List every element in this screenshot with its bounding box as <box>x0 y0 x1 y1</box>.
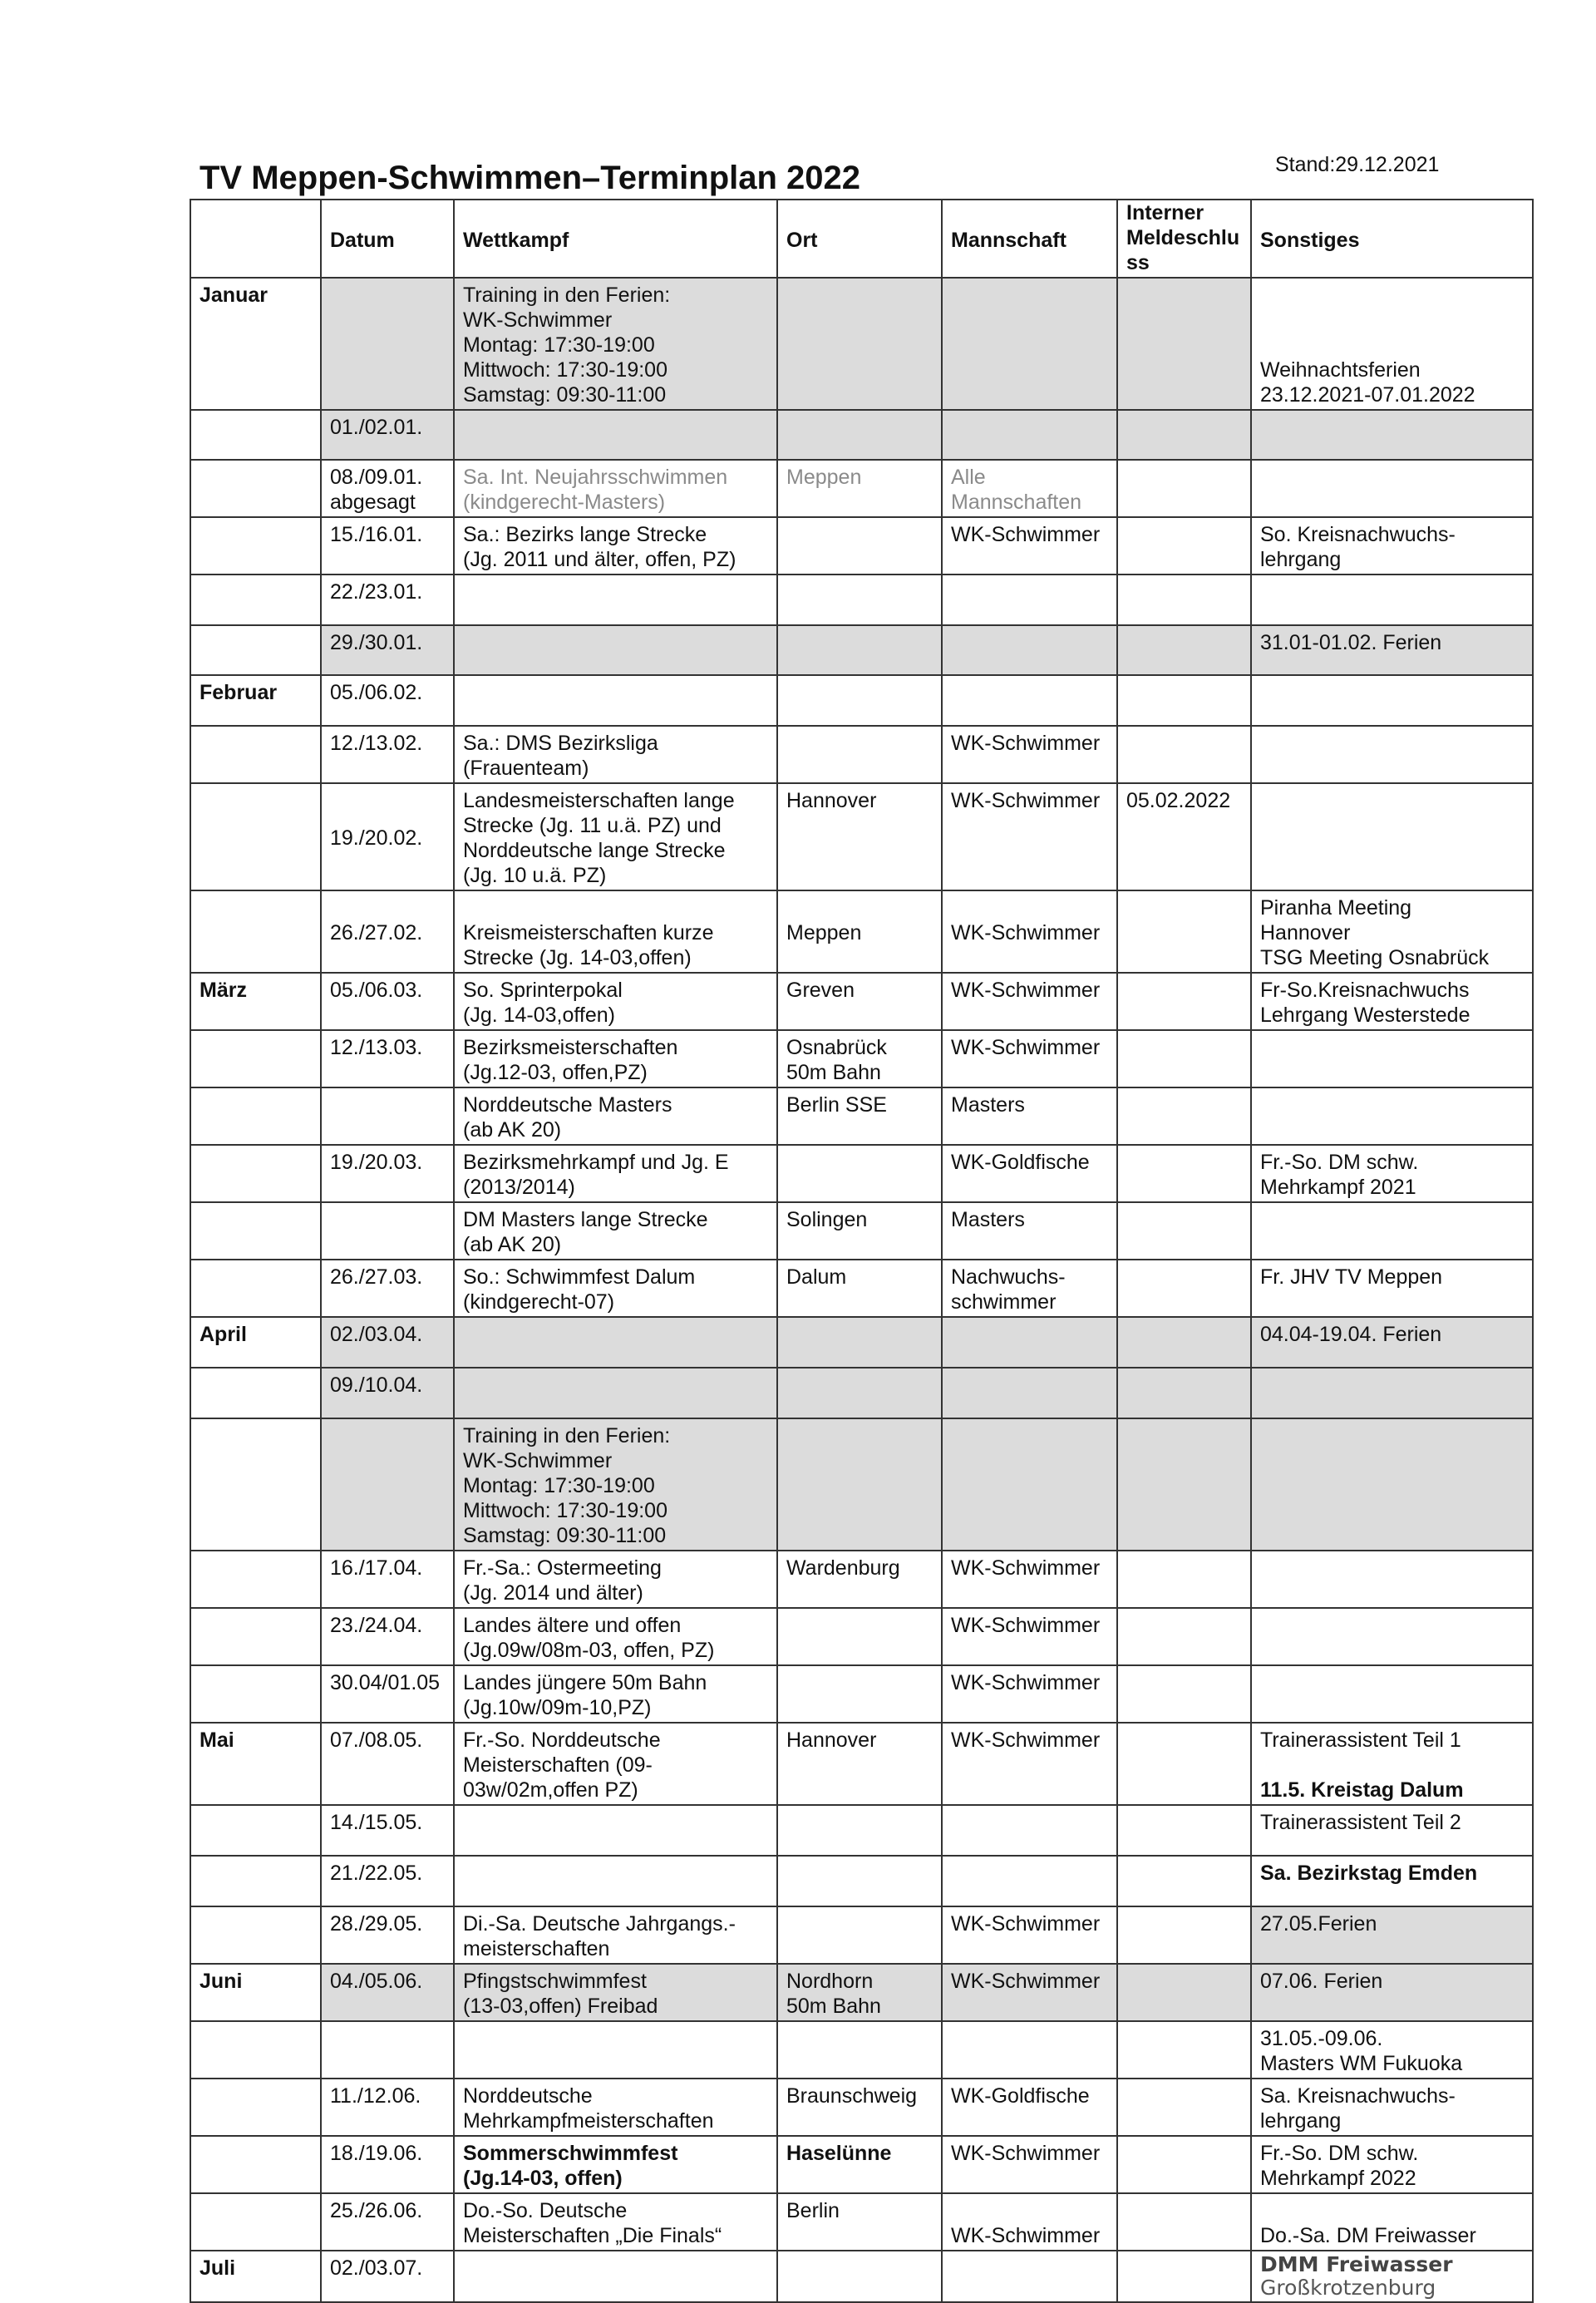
cell-sonstiges <box>1251 460 1533 517</box>
cell-ort: Meppen <box>777 890 942 973</box>
cell-meldeschluss <box>1117 278 1251 410</box>
cell-meldeschluss <box>1117 517 1251 575</box>
cell-monat: April <box>190 1317 321 1368</box>
table-row <box>190 278 1533 410</box>
cell-datum <box>321 1418 454 1551</box>
cell-monat: Juli <box>190 2251 321 2302</box>
cell-ort <box>777 625 942 675</box>
cell-meldeschluss <box>1117 625 1251 675</box>
cell-meldeschluss <box>1117 410 1251 460</box>
cell-mannschaft: Masters <box>942 1202 1117 1260</box>
cell-monat <box>190 1260 321 1317</box>
cell-sonstiges <box>1251 1030 1533 1087</box>
cell-mannschaft <box>942 1317 1117 1368</box>
table-row <box>190 2021 1533 2079</box>
cell-datum: 05./06.02. <box>321 675 454 726</box>
cell-meldeschluss <box>1117 1551 1251 1608</box>
cell-wettkampf <box>454 1805 777 1856</box>
cell-mannschaft <box>942 1805 1117 1856</box>
cell-datum: 25./26.06. <box>321 2193 454 2251</box>
cell-ort <box>777 1906 942 1964</box>
cell-meldeschluss <box>1117 1368 1251 1418</box>
cell-mannschaft: WK-Schwimmer <box>942 2136 1117 2193</box>
cell-sonstiges: Fr.-So. DM schw. Mehrkampf 2022 <box>1251 2136 1533 2193</box>
cell-meldeschluss <box>1117 1665 1251 1723</box>
cell-ort: Berlin <box>777 2193 942 2251</box>
cell-meldeschluss <box>1117 2079 1251 2136</box>
header-meldeschluss: Interner Meldeschlu ss <box>1117 200 1251 278</box>
cell-ort <box>777 517 942 575</box>
cell-datum: 01./02.01. <box>321 410 454 460</box>
cell-wettkampf: Fr.-Sa.: Ostermeeting (Jg. 2014 und älter) <box>454 1551 777 1608</box>
cell-wettkampf: Training in den Ferien: WK-Schwimmer Montag: 17:30-19:00 Mittwoch: 17:30-19:00 Samstag: 09:30-11:00 <box>454 1418 777 1551</box>
cell-wettkampf <box>454 1856 777 1906</box>
cell-mannschaft <box>942 410 1117 460</box>
cell-datum: 12./13.03. <box>321 1030 454 1087</box>
cell-ort <box>777 410 942 460</box>
table-row <box>190 1856 1533 1906</box>
table-row <box>190 1608 1533 1665</box>
cell-sonstiges <box>1251 1368 1533 1418</box>
cell-datum <box>321 1087 454 1145</box>
cell-monat <box>190 517 321 575</box>
cell-monat <box>190 1087 321 1145</box>
table-row <box>190 1260 1533 1317</box>
cell-wettkampf <box>454 2021 777 2079</box>
table-row <box>190 973 1533 1030</box>
cell-meldeschluss <box>1117 2193 1251 2251</box>
cell-mannschaft <box>942 575 1117 625</box>
cell-monat: Mai <box>190 1723 321 1805</box>
cell-meldeschluss <box>1117 1856 1251 1906</box>
cell-mannschaft: WK-Schwimmer <box>942 2193 1117 2251</box>
table-row <box>190 1551 1533 1608</box>
cell-sonstiges <box>1251 1202 1533 1260</box>
cell-mannschaft: Masters <box>942 1087 1117 1145</box>
cell-sonstiges: Do.-Sa. DM Freiwasser <box>1251 2193 1533 2251</box>
cell-ort: Berlin SSE <box>777 1087 942 1145</box>
table-row <box>190 1964 1533 2021</box>
cell-sonstiges <box>1251 1608 1533 1665</box>
cell-datum: 28./29.05. <box>321 1906 454 1964</box>
cell-ort <box>777 1317 942 1368</box>
table-row <box>190 783 1533 890</box>
cell-datum: 29./30.01. <box>321 625 454 675</box>
cell-sonstiges: Fr. JHV TV Meppen <box>1251 1260 1533 1317</box>
cell-monat <box>190 726 321 783</box>
cell-meldeschluss <box>1117 973 1251 1030</box>
table-header-row <box>190 200 1533 278</box>
cell-ort <box>777 1805 942 1856</box>
table-row <box>190 1030 1533 1087</box>
cell-meldeschluss <box>1117 2251 1251 2302</box>
cell-meldeschluss <box>1117 1087 1251 1145</box>
cell-wettkampf: Sommerschwimmfest (Jg.14-03, offen) <box>454 2136 777 2193</box>
cell-monat <box>190 1202 321 1260</box>
cell-mannschaft <box>942 625 1117 675</box>
cell-monat <box>190 1368 321 1418</box>
table-row <box>190 1202 1533 1260</box>
cell-mannschaft <box>942 675 1117 726</box>
cell-meldeschluss: 05.02.2022 <box>1117 783 1251 890</box>
cell-ort: Hannover <box>777 1723 942 1805</box>
cell-monat <box>190 890 321 973</box>
cell-meldeschluss <box>1117 1723 1251 1805</box>
cell-wettkampf <box>454 1368 777 1418</box>
header-sonstiges: Sonstiges <box>1251 200 1533 278</box>
cell-wettkampf <box>454 410 777 460</box>
cell-mannschaft: WK-Schwimmer <box>942 517 1117 575</box>
cell-sonstiges: 31.01-01.02. Ferien <box>1251 625 1533 675</box>
cell-mannschaft: WK-Schwimmer <box>942 1030 1117 1087</box>
cell-mannschaft: WK-Schwimmer <box>942 1551 1117 1608</box>
cell-wettkampf: Do.-So. Deutsche Meisterschaften „Die Finals“ <box>454 2193 777 2251</box>
cell-mannschaft: WK-Schwimmer <box>942 973 1117 1030</box>
cell-ort: Hannover <box>777 783 942 890</box>
sonstiges-line-1: Trainerassistent Teil 1 <box>1260 1728 1461 1752</box>
cell-monat <box>190 1551 321 1608</box>
cell-mannschaft <box>942 2021 1117 2079</box>
cell-mannschaft: WK-Schwimmer <box>942 1665 1117 1723</box>
cell-wettkampf: Norddeutsche Mehrkampfmeisterschaften <box>454 2079 777 2136</box>
table-row <box>190 1368 1533 1418</box>
cell-monat: März <box>190 973 321 1030</box>
cell-mannschaft: WK-Schwimmer <box>942 783 1117 890</box>
cell-datum: 26./27.02. <box>321 890 454 973</box>
cell-datum: 05./06.03. <box>321 973 454 1030</box>
cell-ort: Meppen <box>777 460 942 517</box>
cell-datum: 04./05.06. <box>321 1964 454 2021</box>
cell-wettkampf: Norddeutsche Masters (ab AK 20) <box>454 1087 777 1145</box>
cell-meldeschluss <box>1117 1608 1251 1665</box>
cell-datum: 11./12.06. <box>321 2079 454 2136</box>
cell-ort <box>777 726 942 783</box>
cell-datum: 19./20.02. <box>321 783 454 890</box>
cell-datum <box>321 2021 454 2079</box>
cell-mannschaft: WK-Schwimmer <box>942 890 1117 973</box>
cell-mannschaft: WK-Goldfische <box>942 1145 1117 1202</box>
cell-monat <box>190 1608 321 1665</box>
cell-datum: 08./09.01. abgesagt <box>321 460 454 517</box>
cell-wettkampf <box>454 1317 777 1368</box>
cell-ort: Braunschweig <box>777 2079 942 2136</box>
cell-wettkampf <box>454 675 777 726</box>
cell-datum: 07./08.05. <box>321 1723 454 1805</box>
dmm-title: DMM Freiwasser <box>1260 2252 1453 2276</box>
cell-monat <box>190 1805 321 1856</box>
cell-monat <box>190 783 321 890</box>
cell-wettkampf: DM Masters lange Strecke (ab AK 20) <box>454 1202 777 1260</box>
cell-sonstiges: 31.05.-09.06. Masters WM Fukuoka <box>1251 2021 1533 2079</box>
table-row <box>190 517 1533 575</box>
cell-mannschaft: Alle Mannschaften <box>942 460 1117 517</box>
cell-wettkampf: Landesmeisterschaften lange Strecke (Jg. 11 u.ä. PZ) und Norddeutsche lange Strecke (Jg. 10 u.ä. PZ) <box>454 783 777 890</box>
cell-wettkampf <box>454 2251 777 2302</box>
cell-ort <box>777 1418 942 1551</box>
table-row <box>190 2193 1533 2251</box>
cell-monat <box>190 1665 321 1723</box>
cell-sonstiges <box>1251 410 1533 460</box>
cell-datum: 09./10.04. <box>321 1368 454 1418</box>
cell-monat <box>190 2021 321 2079</box>
table-row <box>190 2251 1533 2302</box>
table-row <box>190 575 1533 625</box>
cell-wettkampf <box>454 625 777 675</box>
cell-wettkampf: Sa.: Bezirks lange Strecke (Jg. 2011 und älter, offen, PZ) <box>454 517 777 575</box>
cell-ort <box>777 278 942 410</box>
table-row <box>190 1317 1533 1368</box>
cell-sonstiges: 27.05.Ferien <box>1251 1906 1533 1964</box>
cell-mannschaft: WK-Schwimmer <box>942 1608 1117 1665</box>
cell-wettkampf: Landes ältere und offen (Jg.09w/08m-03, offen, PZ) <box>454 1608 777 1665</box>
cell-meldeschluss <box>1117 460 1251 517</box>
cell-ort <box>777 1145 942 1202</box>
table-row <box>190 675 1533 726</box>
cell-sonstiges <box>1251 1087 1533 1145</box>
cell-datum: 21./22.05. <box>321 1856 454 1906</box>
cell-mannschaft <box>942 1368 1117 1418</box>
cell-ort: Wardenburg <box>777 1551 942 1608</box>
stand-date: Stand:29.12.2021 <box>1275 153 1440 176</box>
cell-meldeschluss <box>1117 1202 1251 1260</box>
cell-sonstiges <box>1251 1665 1533 1723</box>
cell-meldeschluss <box>1117 675 1251 726</box>
cell-mannschaft <box>942 1856 1117 1906</box>
cell-wettkampf: Fr.-So. Norddeutsche Meisterschaften (09- 03w/02m,offen PZ) <box>454 1723 777 1805</box>
cell-mannschaft <box>942 278 1117 410</box>
cell-meldeschluss <box>1117 1906 1251 1964</box>
cell-datum: 15./16.01. <box>321 517 454 575</box>
cell-sonstiges <box>1251 1551 1533 1608</box>
cell-monat <box>190 575 321 625</box>
cell-meldeschluss <box>1117 890 1251 973</box>
cell-ort: Nordhorn 50m Bahn <box>777 1964 942 2021</box>
table-row <box>190 1665 1533 1723</box>
cell-wettkampf: Sa. Int. Neujahrsschwimmen (kindgerecht-Masters) <box>454 460 777 517</box>
cell-wettkampf: Kreismeisterschaften kurze Strecke (Jg. 14-03,offen) <box>454 890 777 973</box>
header-wettkampf: Wettkampf <box>454 200 777 278</box>
cell-meldeschluss <box>1117 1964 1251 2021</box>
cell-sonstiges: Weihnachtsferien 23.12.2021-07.01.2022 <box>1251 278 1533 410</box>
table-row <box>190 890 1533 973</box>
cell-ort <box>777 1368 942 1418</box>
header-monat <box>190 200 321 278</box>
cell-ort: Haselünne <box>777 2136 942 2193</box>
cell-sonstiges <box>1251 726 1533 783</box>
cell-meldeschluss <box>1117 2021 1251 2079</box>
cell-ort <box>777 1665 942 1723</box>
table-row <box>190 1805 1533 1856</box>
cell-mannschaft: WK-Schwimmer <box>942 726 1117 783</box>
cell-monat: Juni <box>190 1964 321 2021</box>
page-title: TV Meppen-Schwimmen–Terminplan 2022 <box>200 160 861 196</box>
cell-datum: 02./03.07. <box>321 2251 454 2302</box>
cell-wettkampf: Landes jüngere 50m Bahn (Jg.10w/09m-10,PZ) <box>454 1665 777 1723</box>
cell-monat <box>190 2136 321 2193</box>
cell-datum <box>321 278 454 410</box>
cell-monat <box>190 2193 321 2251</box>
cell-sonstiges: Piranha Meeting Hannover TSG Meeting Osnabrück <box>1251 890 1533 973</box>
cell-wettkampf: Bezirksmehrkampf und Jg. E (2013/2014) <box>454 1145 777 1202</box>
cell-monat: Februar <box>190 675 321 726</box>
table-row <box>190 1906 1533 1964</box>
cell-ort: Dalum <box>777 1260 942 1317</box>
cell-sonstiges: 07.06. Ferien <box>1251 1964 1533 2021</box>
cell-ort: Solingen <box>777 1202 942 1260</box>
cell-monat <box>190 2079 321 2136</box>
cell-monat <box>190 1856 321 1906</box>
cell-ort <box>777 675 942 726</box>
cell-wettkampf: Training in den Ferien: WK-Schwimmer Montag: 17:30-19:00 Mittwoch: 17:30-19:00 Samstag: 09:30-11:00 <box>454 278 777 410</box>
cell-sonstiges <box>1251 2251 1533 2302</box>
cell-meldeschluss <box>1117 1317 1251 1368</box>
cell-datum: 23./24.04. <box>321 1608 454 1665</box>
cell-wettkampf: So. Sprinterpokal (Jg. 14-03,offen) <box>454 973 777 1030</box>
cell-sonstiges <box>1251 675 1533 726</box>
cell-sonstiges: Trainerassistent Teil 2 <box>1251 1805 1533 1856</box>
cell-ort: Osnabrück 50m Bahn <box>777 1030 942 1087</box>
cell-monat <box>190 625 321 675</box>
cell-meldeschluss <box>1117 1145 1251 1202</box>
schedule-table <box>190 199 1534 2303</box>
table-row <box>190 2136 1533 2193</box>
table-row <box>190 2079 1533 2136</box>
cell-datum: 19./20.03. <box>321 1145 454 1202</box>
table-row <box>190 1723 1533 1805</box>
cell-ort: Greven <box>777 973 942 1030</box>
cell-monat <box>190 1145 321 1202</box>
header-mannschaft: Mannschaft <box>942 200 1117 278</box>
cell-datum: 14./15.05. <box>321 1805 454 1856</box>
table-row <box>190 1087 1533 1145</box>
table-row <box>190 410 1533 460</box>
cell-sonstiges: Sa. Kreisnachwuchs- lehrgang <box>1251 2079 1533 2136</box>
cell-meldeschluss <box>1117 575 1251 625</box>
cell-meldeschluss <box>1117 2136 1251 2193</box>
cell-meldeschluss <box>1117 1030 1251 1087</box>
table-row <box>190 726 1533 783</box>
cell-sonstiges: Fr.-So. DM schw. Mehrkampf 2021 <box>1251 1145 1533 1202</box>
cell-meldeschluss <box>1117 1805 1251 1856</box>
cell-datum: 26./27.03. <box>321 1260 454 1317</box>
cell-monat <box>190 1418 321 1551</box>
cell-datum: 22./23.01. <box>321 575 454 625</box>
cell-ort <box>777 2251 942 2302</box>
cell-wettkampf: Sa.: DMS Bezirksliga (Frauenteam) <box>454 726 777 783</box>
cell-wettkampf: Pfingstschwimmfest (13-03,offen) Freibad <box>454 1964 777 2021</box>
cell-mannschaft: WK-Schwimmer <box>942 1906 1117 1964</box>
cell-sonstiges <box>1251 575 1533 625</box>
cell-sonstiges <box>1251 1723 1533 1805</box>
cell-ort <box>777 2021 942 2079</box>
cell-mannschaft <box>942 1418 1117 1551</box>
cell-ort <box>777 1608 942 1665</box>
cell-meldeschluss <box>1117 1418 1251 1551</box>
cell-meldeschluss <box>1117 1260 1251 1317</box>
cell-datum: 12./13.02. <box>321 726 454 783</box>
cell-ort <box>777 575 942 625</box>
cell-datum <box>321 1202 454 1260</box>
cell-monat <box>190 1906 321 1964</box>
cell-mannschaft: Nachwuchs- schwimmer <box>942 1260 1117 1317</box>
cell-sonstiges: Sa. Bezirkstag Emden <box>1251 1856 1533 1906</box>
cell-monat <box>190 410 321 460</box>
cell-sonstiges: So. Kreisnachwuchs- lehrgang <box>1251 517 1533 575</box>
cell-sonstiges <box>1251 1418 1533 1551</box>
cell-mannschaft: WK-Goldfische <box>942 2079 1117 2136</box>
cell-mannschaft: WK-Schwimmer <box>942 1964 1117 2021</box>
table-row <box>190 460 1533 517</box>
cell-mannschaft <box>942 2251 1117 2302</box>
table-row <box>190 625 1533 675</box>
cell-monat <box>190 1030 321 1087</box>
cell-monat <box>190 460 321 517</box>
cell-wettkampf <box>454 575 777 625</box>
cell-datum: 30.04/01.05 <box>321 1665 454 1723</box>
cell-wettkampf: Bezirksmeisterschaften (Jg.12-03, offen,PZ) <box>454 1030 777 1087</box>
cell-ort <box>777 1856 942 1906</box>
cell-monat: Januar <box>190 278 321 410</box>
sonstiges-line-bold: 11.5. Kreistag Dalum <box>1260 1778 1464 1802</box>
cell-wettkampf: Di.-Sa. Deutsche Jahrgangs.- meisterschaften <box>454 1906 777 1964</box>
cell-datum: 18./19.06. <box>321 2136 454 2193</box>
cell-sonstiges: Fr-So.Kreisnachwuchs Lehrgang Westerstede <box>1251 973 1533 1030</box>
table-row <box>190 1145 1533 1202</box>
cell-wettkampf: So.: Schwimmfest Dalum (kindgerecht-07) <box>454 1260 777 1317</box>
table-row <box>190 1418 1533 1551</box>
cell-sonstiges <box>1251 783 1533 890</box>
cell-datum: 02./03.04. <box>321 1317 454 1368</box>
header-datum: Datum <box>321 200 454 278</box>
cell-sonstiges: 04.04-19.04. Ferien <box>1251 1317 1533 1368</box>
cell-datum: 16./17.04. <box>321 1551 454 1608</box>
dmm-place: Großkrotzenburg <box>1260 2276 1436 2300</box>
header-ort: Ort <box>777 200 942 278</box>
cell-meldeschluss <box>1117 726 1251 783</box>
cell-mannschaft: WK-Schwimmer <box>942 1723 1117 1805</box>
